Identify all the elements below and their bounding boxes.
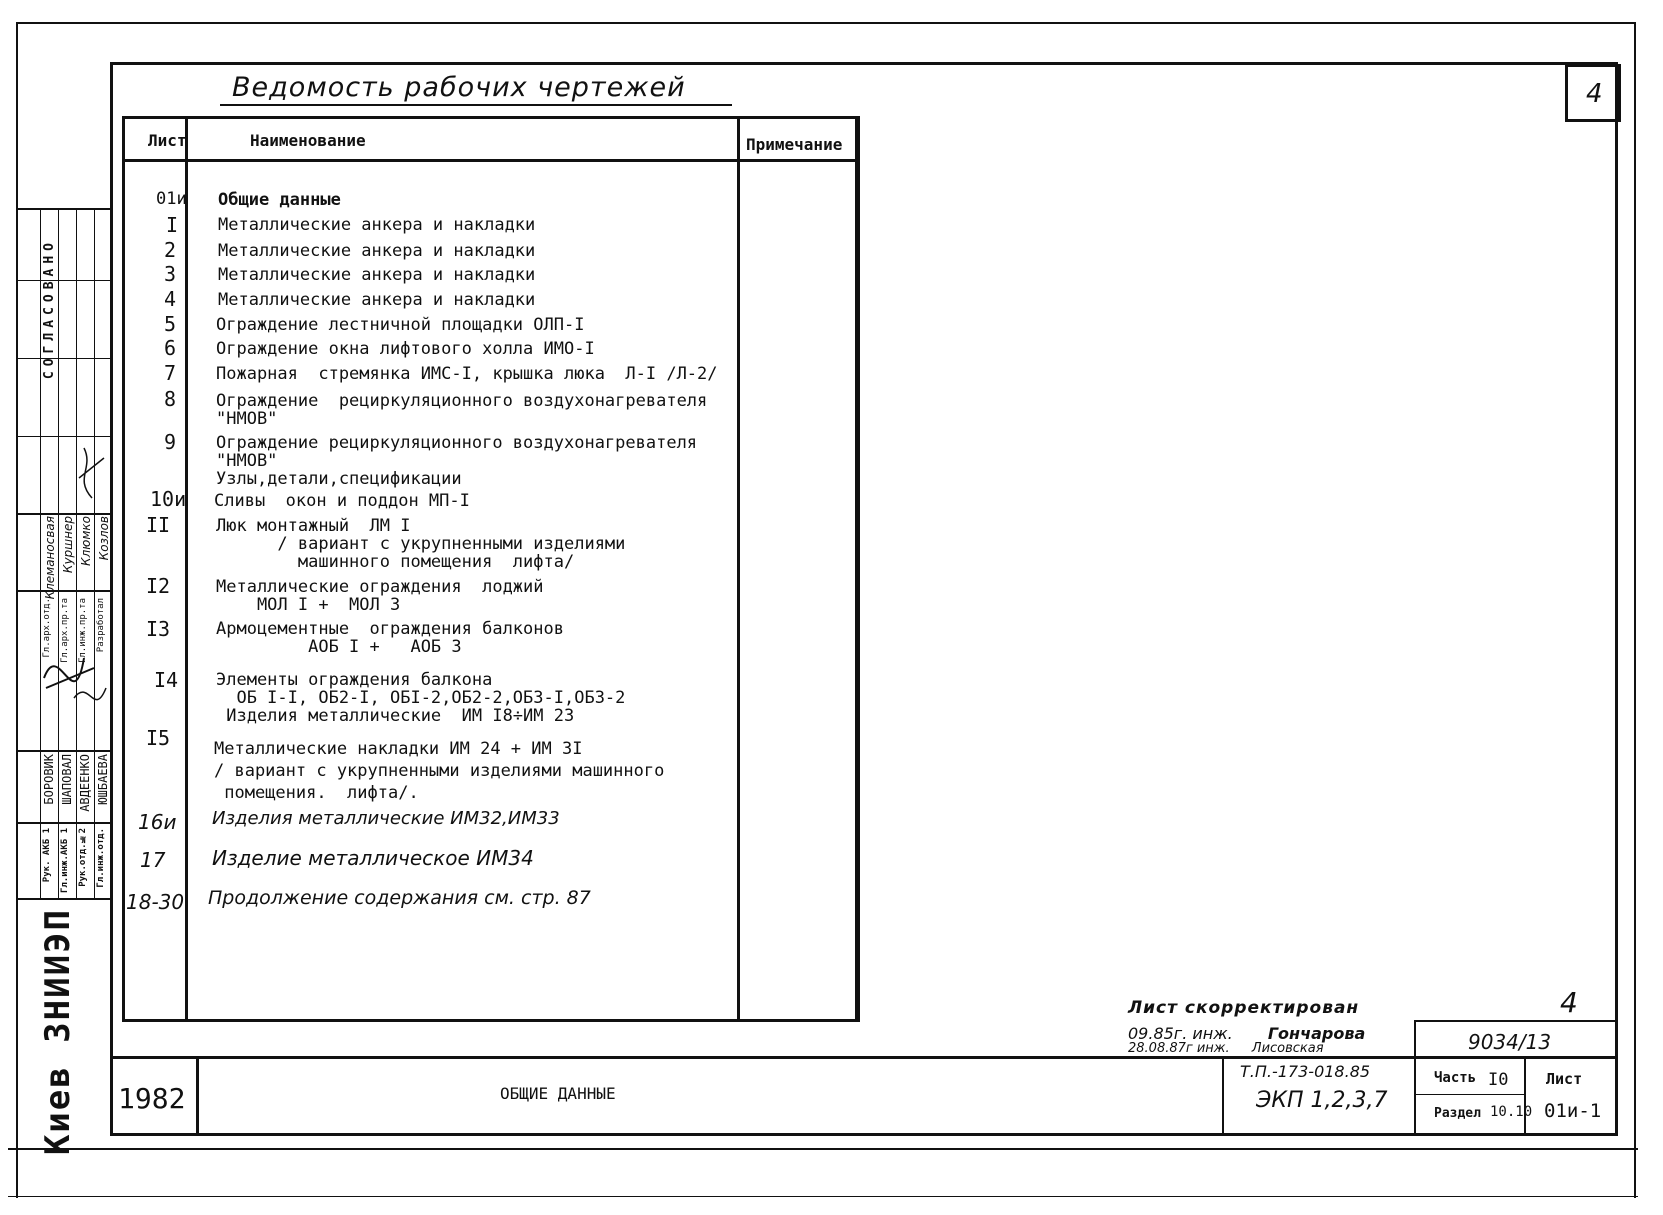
row-title: Металлические накладки ИМ 24 + ИМ 3I / вариант с укрупненными изделиями машинного помещения. лифта/.: [214, 739, 665, 803]
row-title: Ограждение рециркуляционного воздухонагревателя "НМОВ" Узлы,детали,спецификации: [216, 433, 698, 489]
section-value: 10.10: [1490, 1104, 1533, 1120]
section-label: Раздел: [1434, 1106, 1481, 1121]
row-title: Металлические ограждения лоджий МОЛ I + МОЛ 3: [216, 577, 544, 615]
row-title: Ограждение окна лифтового холла ИМО-I: [216, 339, 595, 359]
row-title: Сливы окон и поддон МП-I: [214, 491, 470, 511]
row-sheet-no: 8: [164, 387, 177, 411]
stamp-name-lower: ШАПОВАЛ: [60, 754, 74, 805]
stamp-name-lower: БОРОВИК: [42, 754, 56, 805]
title-block-div2: [1222, 1056, 1224, 1136]
row-title: Армоцементные ограждения балконов АОБ I + АОБ 3: [216, 619, 564, 657]
row-sheet-no: 7: [164, 361, 177, 385]
col-divider-sheet: [185, 116, 188, 1022]
header-name: Наименование: [250, 131, 366, 150]
part-row-rule: [1414, 1094, 1524, 1095]
table-header-rule: [122, 159, 860, 162]
row-title: Элементы ограждения балкона ОБ I-I, ОБ2-I, ОБI-2,ОБ2-2,ОБЗ-I,ОБЗ-2 Изделия металлические ИМ I8÷ИМ 23: [216, 670, 626, 726]
stamp-rule: [16, 208, 110, 210]
stamp-rule: [16, 436, 110, 437]
page-heading: Ведомость рабочих чертежей: [232, 72, 686, 103]
row-sheet-no: 01и: [156, 189, 187, 209]
row-sheet-no: 9: [164, 430, 177, 454]
row-sheet-no: 10и: [150, 487, 187, 511]
organization-label: Киев ЗНИИЭП: [38, 908, 78, 1156]
row-sheet-no: I2: [146, 574, 171, 598]
row-title: Ограждение лестничной площадки ОЛП-I: [216, 315, 585, 335]
heading-underline: [220, 104, 732, 106]
row-title: Металлические анкера и накладки: [218, 265, 536, 285]
sheet-value: 01и-1: [1544, 1100, 1602, 1122]
header-sheet: Лист: [148, 131, 187, 150]
stamp-rule: [16, 358, 110, 359]
title-block-top: [110, 1056, 1618, 1059]
row-sheet-no: I: [166, 213, 179, 237]
year: 1982: [118, 1082, 186, 1115]
correction-date-1: 09.85г. инж.: [1128, 1024, 1233, 1043]
order-box-top: [1414, 1020, 1618, 1022]
stamp-rule: [16, 898, 110, 900]
stamp-name: Куршнер: [61, 516, 75, 574]
part-label: Часть: [1434, 1070, 1477, 1086]
col-divider-note: [737, 116, 740, 1022]
row-sheet-no: 17: [140, 848, 166, 872]
ekp-code: ЭКП 1,2,3,7: [1256, 1088, 1388, 1113]
stamp-name-lower: ЮШБАЕВА: [96, 754, 110, 805]
row-title: Металлические анкера и накладки: [218, 290, 536, 310]
title-block-div1: [196, 1056, 199, 1136]
sheet-label: Лист: [1546, 1070, 1583, 1088]
correction-line3: [1128, 1041, 1324, 1056]
stamp-name: Клюмко: [79, 516, 93, 566]
part-value: I0: [1488, 1070, 1509, 1090]
stamp-role: Разработал: [96, 598, 106, 653]
stamp-role-lower: Рук.отд.№2: [78, 828, 88, 887]
row-sheet-no: I4: [154, 668, 179, 692]
row-sheet-no: 18-30: [126, 890, 185, 914]
correction-name-1: Гончарова: [1267, 1024, 1366, 1043]
drawing-title: ОБЩИЕ ДАННЫЕ: [500, 1084, 616, 1103]
row-title: Металлические анкера и накладки: [218, 215, 536, 235]
stamp-role: Гл.арх.отд.: [42, 598, 52, 658]
stamp-role-lower: Гл.инж.отд.: [96, 828, 106, 888]
stamp-role: Гл.арх.пр.та: [60, 598, 70, 664]
row-title: Общие данные: [218, 190, 341, 210]
stamp-role-lower: Рук. АКБ 1: [42, 828, 52, 883]
project-code: Т.П.-173-018.85: [1240, 1062, 1371, 1081]
row-sheet-no: 5: [164, 312, 177, 336]
correction-date-2: 28.08.87г инж.: [1128, 1041, 1230, 1056]
row-title: Люк монтажный ЛМ I / вариант с укрупненными изделиями машинного помещения лифта/: [216, 516, 626, 572]
row-title: Продолжение содержания см. стр. 87: [208, 887, 591, 909]
row-sheet-no: 4: [164, 287, 177, 311]
row-title: Металлические анкера и накладки: [218, 241, 536, 261]
row-title: Ограждение рециркуляционного воздухонагревателя "НМОВ": [216, 391, 708, 429]
order-number: 9034/13: [1468, 1030, 1552, 1054]
signature-marks: [34, 438, 110, 758]
corner-sheet-number: 4: [1586, 79, 1603, 109]
stamp-rule: [16, 822, 110, 824]
row-sheet-no: 3: [164, 262, 177, 286]
approved-label: СОГЛАСОВАНО: [42, 238, 57, 380]
side-stamp: [16, 208, 111, 1156]
row-sheet-no: I3: [146, 617, 171, 641]
row-sheet-no: II: [146, 513, 171, 537]
title-block-div4: [1524, 1058, 1526, 1136]
stamp-name: Клеманосвая: [43, 516, 57, 600]
stamp-role: Гл.инж.пр.та: [78, 598, 88, 664]
title-block-div3: [1414, 1020, 1416, 1136]
row-sheet-no: 2: [164, 238, 177, 262]
row-sheet-no: 16и: [138, 810, 177, 834]
row-title: Изделия металлические ИМ32,ИМ33: [212, 808, 560, 829]
row-title: Пожарная стремянка ИМС-I, крышка люка Л-I /Л-2/: [216, 364, 718, 384]
correction-line1: Лист скорректирован: [1128, 998, 1360, 1018]
stamp-name-lower: АВДЕЕНКО: [78, 754, 92, 812]
row-sheet-no: I5: [146, 726, 171, 750]
row-title: Изделие металлическое ИМ34: [212, 846, 534, 870]
outer-bottom-line: [8, 1148, 1638, 1150]
row-sheet-no: 6: [164, 336, 177, 360]
scan-bottom-line: [8, 1196, 1638, 1197]
stamp-role-lower: Гл.инж.АКБ 1: [60, 828, 70, 894]
correction-name-2: Лисовская: [1251, 1041, 1324, 1056]
header-note: Примечание: [746, 135, 843, 154]
corner-sheet-box: [1565, 64, 1621, 122]
stamp-name: Козлов: [97, 516, 111, 561]
col-divider-note-right: [855, 116, 857, 1022]
stamp-rule: [16, 280, 110, 281]
sheet-big-number: 4: [1560, 986, 1578, 1019]
